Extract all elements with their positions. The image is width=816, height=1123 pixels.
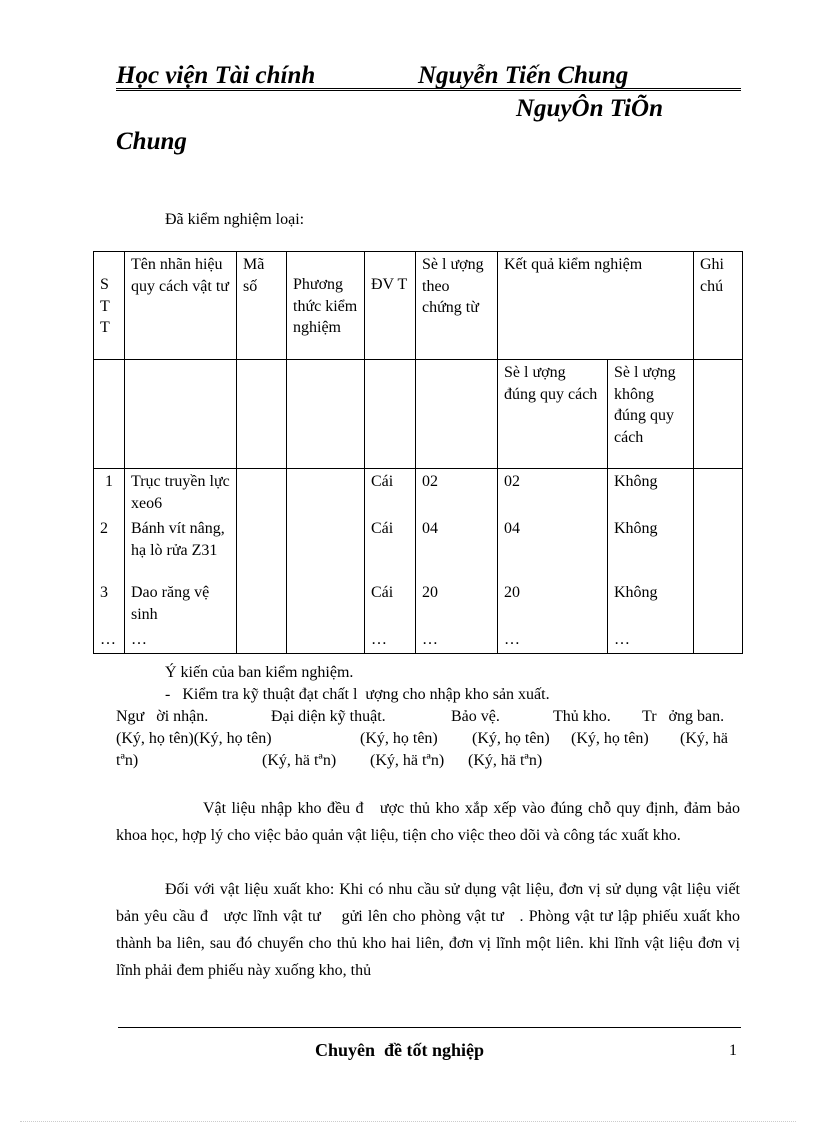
row-2-name: Bánh vít nâng, hạ lò rửa Z31 — [125, 516, 237, 580]
row-2-qty-bad: Không — [608, 516, 694, 580]
header-author-wrap: Chung — [116, 128, 187, 155]
sig-role-storekeeper: Thủ kho. — [553, 708, 611, 725]
row-4-unit: … — [365, 627, 416, 653]
row-2-stt: 2 — [94, 516, 125, 580]
sig-line2-1: (Ký, họ tên) — [360, 730, 438, 747]
header-author-garbled: NguyÔn TiÕn — [516, 95, 664, 122]
row-1-name: Trục truyền lực xeo6 — [125, 469, 237, 517]
sig-role-head: Tr ởng ban. — [642, 708, 725, 725]
header-author: Nguyễn Tiến Chung — [418, 62, 629, 89]
header-school: Học viện Tài chính — [116, 62, 316, 89]
sig-line3-0: tªn) — [116, 752, 139, 769]
th-qty-bad: Sè l ượng không đúng quy cách — [608, 360, 694, 469]
row-3-qty-ok: 20 — [498, 580, 608, 627]
row-3-name: Dao răng vệ sinh — [125, 580, 237, 627]
row-3-qty-doc: 20 — [416, 580, 498, 627]
page-number: 1 — [729, 1042, 737, 1059]
footer-rule — [118, 1027, 741, 1028]
paragraph-1: Vật liệu nhập kho đều đ ược thủ kho xắp xếp vào đúng chỗ quy định, đảm bảo khoa học, hợp lý cho việc bảo quản vật liệu, tiện cho việc theo dõi và công tác xuất kho. — [116, 800, 744, 844]
row-3-stt: 3 — [94, 580, 125, 627]
th-code: Mã số — [237, 252, 287, 360]
row-4-qty-bad: … — [608, 627, 694, 653]
sig-line2-0: (Ký, họ tên)(Ký, họ tên) — [116, 730, 272, 747]
row-3-qty-bad: Không — [608, 580, 694, 627]
sig-line2-2: (Ký, họ tên) — [472, 730, 550, 747]
header-rule — [116, 88, 741, 91]
row-2-qty-ok: 04 — [498, 516, 608, 580]
sig-role-security: Bảo vệ. — [451, 708, 500, 725]
th-unit: ĐV T — [365, 252, 416, 360]
page-bottom-dots — [20, 1121, 796, 1122]
row-4-qty-ok: … — [498, 627, 608, 653]
th-result: Kết quả kiểm nghiệm — [498, 252, 694, 360]
footer-title: Chuyên đề tốt nghiệp — [315, 1040, 485, 1060]
row-4-name: … — [125, 627, 237, 653]
sig-line2-4: (Ký, hä — [680, 730, 728, 747]
row-4-stt: … — [94, 627, 125, 653]
th-qty-doc: Sè l ượng theo chứng từ — [416, 252, 498, 360]
sig-line3-1: (Ký, hä tªn) — [262, 752, 337, 769]
row-1-qty-ok: 02 — [498, 469, 608, 517]
th-method: Phương thức kiểm nghiệm — [287, 252, 365, 360]
opinion-item: - Kiểm tra kỹ thuật đạt chất l ượng cho nhập kho sản xuất. — [165, 686, 550, 703]
row-4-qty-doc: … — [416, 627, 498, 653]
row-1-unit: Cái — [365, 469, 416, 517]
inspection-table — [93, 251, 743, 654]
paragraph-2: Đối với vật liệu xuất kho: Khi có nhu cầu sử dụng vật liệu, đơn vị sử dụng vật liệu viết bản yêu cầu đ ược lĩnh vật tư gửi lên cho phòng vật tư . Phòng vật tư lập phiếu xuất kho thành ba liên, sau đó chuyển cho thủ kho hai liên, đơn vị lĩnh một liên. khi lĩnh vật liệu đơn vị lĩnh phải đem phiếu này xuống kho, thủ — [116, 881, 744, 979]
sig-role-receiver: Ngư ời nhận. — [116, 708, 209, 725]
sig-line3-3: (Ký, hä tªn) — [468, 752, 543, 769]
th-note: Ghi chú — [694, 252, 743, 360]
row-2-qty-doc: 04 — [416, 516, 498, 580]
th-stt: S T T — [94, 252, 125, 360]
row-3-unit: Cái — [365, 580, 416, 627]
row-1-stt: 1 — [94, 469, 125, 517]
th-name: Tên nhãn hiệu quy cách vật tư — [125, 252, 237, 360]
intro-text: Đã kiểm nghiệm loại: — [165, 211, 305, 228]
row-2-unit: Cái — [365, 516, 416, 580]
opinion-title: Ý kiến của ban kiểm nghiệm. — [165, 664, 354, 681]
sig-line2-3: (Ký, họ tên) — [571, 730, 649, 747]
sig-role-technical: Đại diện kỹ thuật. — [271, 708, 386, 725]
th-qty-ok: Sè l ượng đúng quy cách — [498, 360, 608, 469]
row-1-qty-doc: 02 — [416, 469, 498, 517]
sig-line3-2: (Ký, hä tªn) — [370, 752, 445, 769]
row-1-qty-bad: Không — [608, 469, 694, 517]
